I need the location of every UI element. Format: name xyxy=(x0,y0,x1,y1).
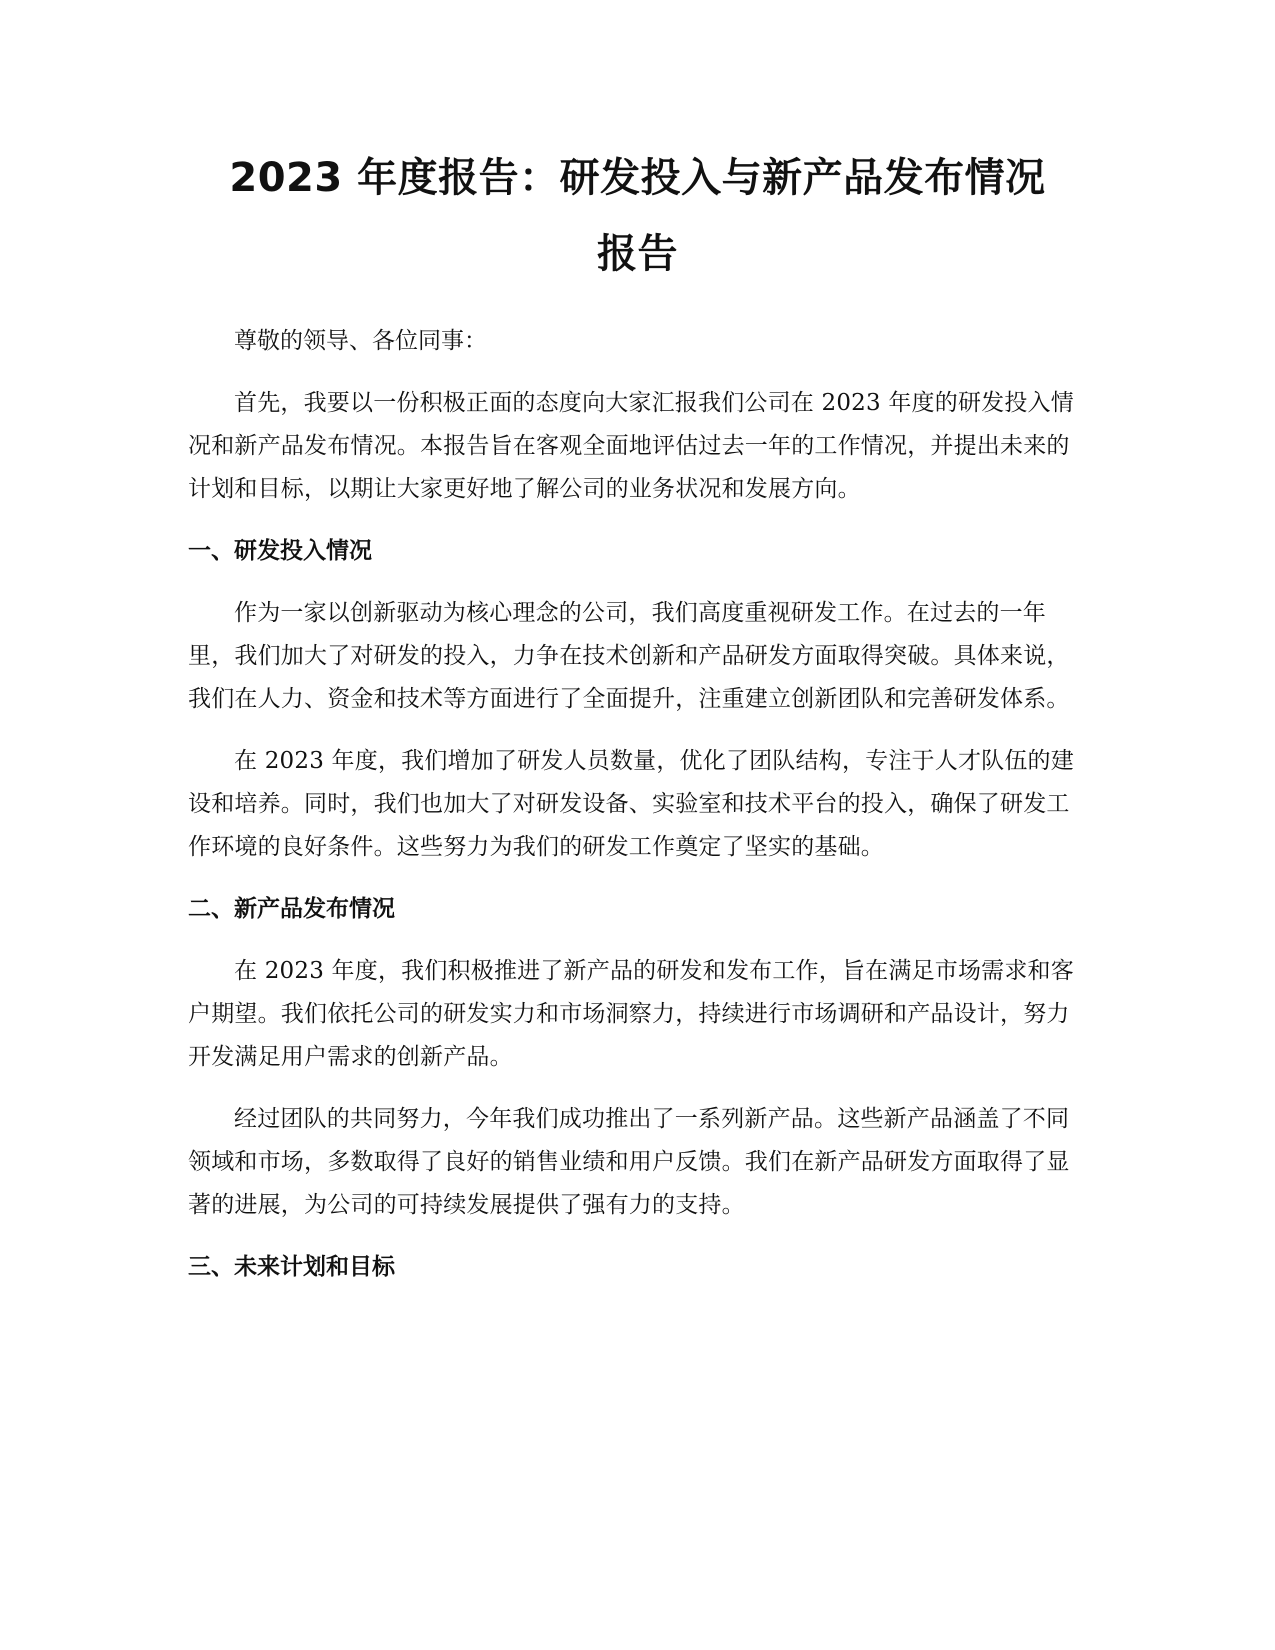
paragraph-products-2: 经过团队的共同努力，今年我们成功推出了一系列新产品。这些新产品涵盖了不同领域和市场，多数取得了良好的销售业绩和用户反馈。我们在新产品研发方面取得了显著的进展，为公司的可持续发展提供了强有力的支持。 xyxy=(188,1106,1070,1218)
section-heading-rd-investment: 一、研发投入情况 xyxy=(188,538,372,564)
paragraph-rd-2: 在 2023 年度，我们增加了研发人员数量，优化了团队结构，专注于人才队伍的建设和培养。同时，我们也加大了对研发设备、实验室和技术平台的投入，确保了研发工作环境的良好条件。这些努力为我们的研发工作奠定了坚实的基础。 xyxy=(188,748,1074,860)
paragraph-products-1: 在 2023 年度，我们积极推进了新产品的研发和发布工作，旨在满足市场需求和客户期望。我们依托公司的研发实力和市场洞察力，持续进行市场调研和产品设计，努力开发满足用户需求的创新产品。 xyxy=(188,958,1074,1070)
intro-paragraph: 首先，我要以一份积极正面的态度向大家汇报我们公司在 2023 年度的研发投入情况和新产品发布情况。本报告旨在客观全面地评估过去一年的工作情况，并提出未来的计划和目标，以期让大家更好地了解公司的业务状况和发展方向。 xyxy=(188,390,1074,502)
title-line-2: 报告 xyxy=(597,231,678,277)
document-title xyxy=(150,140,1125,292)
section-heading-future-plans: 三、未来计划和目标 xyxy=(188,1254,395,1280)
greeting: 尊敬的领导、各位同事： xyxy=(234,328,487,354)
section-heading-new-products: 二、新产品发布情况 xyxy=(188,896,395,922)
document-body xyxy=(188,320,1088,1289)
title-line-1: 2023 年度报告：研发投入与新产品发布情况 xyxy=(229,155,1046,201)
paragraph-rd-1: 作为一家以创新驱动为核心理念的公司，我们高度重视研发工作。在过去的一年里，我们加大了对研发的投入，力争在技术创新和产品研发方面取得突破。具体来说，我们在人力、资金和技术等方面进行了全面提升，注重建立创新团队和完善研发体系。 xyxy=(188,600,1070,712)
